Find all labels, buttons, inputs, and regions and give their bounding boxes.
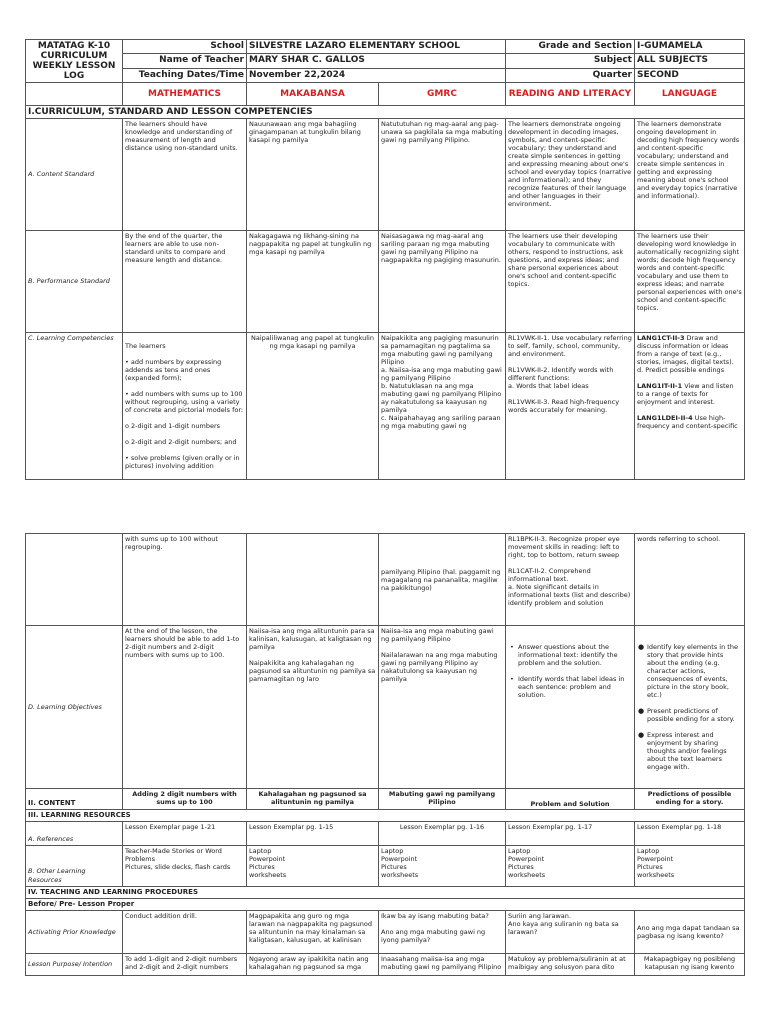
subject-header-reading: READING AND LITERACY bbox=[506, 83, 635, 106]
competencies-makabansa: Naipaliliwanag ang papel at tungkulin ng mga kasapi ng pamilya bbox=[247, 333, 379, 480]
references-math: Lesson Exemplar page 1-21 bbox=[123, 822, 247, 846]
competencies-math-item: • add numbers by expressing addends as tens and ones (expanded form); bbox=[125, 358, 222, 382]
competencies-gmrc: Naipakikita ang pagiging masunurin sa pamamagitan ng pagtalima sa mga mabuting gawi ng pamilyang Pilipino a. Naiisa-isa ang mga mabuting gawi ng pamilyang Pilipino b. Natutuklasan na ang mga mabuting gawi ng pamilyang Pilipino ay nakatutulong sa kaayusan ng pamilya c. Naipahahayag ang sariling paraan ng mga mabuting gawi ng bbox=[379, 333, 506, 480]
purpose-math: To add 1-digit and 2-digit numbers and 2-digit and 2-digit numbers bbox=[123, 954, 247, 976]
subject-header-gmrc: GMRC bbox=[379, 83, 506, 106]
grade-label: Grade and Section bbox=[506, 40, 635, 54]
other-resources-language: Laptop Powerpoint Pictures worksheets bbox=[635, 846, 745, 887]
subject-header-math: MATHEMATICS bbox=[123, 83, 247, 106]
competencies-math-item: o 2-digit and 1-digit numbers bbox=[125, 422, 221, 430]
continued-language: words referring to school. bbox=[635, 534, 745, 626]
content-math: Adding 2 digit numbers with sums up to 100 bbox=[123, 789, 247, 810]
content-standard-makabansa: Nauunawaan ang mga bahagiing ginagampanan at tungkulin bilang kasapi ng pamilya bbox=[247, 119, 379, 231]
content-reading: Problem and Solution bbox=[506, 789, 635, 810]
purpose-makabansa: Ngayong araw ay ipakikita natin ang kahalagahan ng pagsunod sa mga bbox=[247, 954, 379, 976]
row-label-competencies: C. Learning Competencies bbox=[26, 333, 123, 480]
continued-label-blank bbox=[26, 534, 123, 626]
quarter-value: SECOND bbox=[635, 68, 745, 82]
subject-value: ALL SUBJECTS bbox=[635, 54, 745, 68]
lang-text-1: Draw and discuss information or ideas from a range of text (e.g., stories, images, digital texts). d. Predict possible endings bbox=[637, 334, 734, 374]
competencies-reading: RL1VWK-II-1. Use vocabulary referring to self, family, school, community, and environment. RL1VWK-II-2. Identify words with different functions: a. Words that label ideas RL1VWK-II-3. Read high-frequency words accurately for meaning. bbox=[506, 333, 635, 480]
row-label-activating: Activating Prior Knowledge bbox=[26, 911, 123, 954]
row-label-other-resources: B. Other Learning Resources bbox=[26, 846, 123, 887]
grade-value: I-GUMAMELA bbox=[635, 40, 745, 54]
continued-math: with sums up to 100 without regrouping. bbox=[123, 534, 247, 626]
performance-standard-math: By the end of the quarter, the learners are able to use non-standard units to compare and measure length and distance. bbox=[123, 231, 247, 333]
section-before-lesson: Before/ Pre- Lesson Proper bbox=[26, 899, 745, 911]
continued-reading: RL1BPK-II-3. Recognize proper eye movement skills in reading: left to right, top to bottom, return sweep RL1CAT-II-2. Comprehend informational text. a. Note significant details in informational texts (list and describe) identify problem and solution bbox=[506, 534, 635, 626]
purpose-language: Makapagbigay ng posibleng katapusan ng isang kwento bbox=[635, 954, 745, 976]
content-language: Predictions of possible ending for a story. bbox=[635, 789, 745, 810]
content-standard-reading: The learners demonstrate ongoing development in decoding images, symbols, and content-specific vocabulary; they understand and create simple sentences in getting and expressing meaning about one's school and everyday topics (narrative and informational); and they recognize features of their language and other languages in their environment. bbox=[506, 119, 635, 231]
content-gmrc: Mabuting gawi ng pamilyang Pilipino bbox=[379, 789, 506, 810]
subject-label: Subject bbox=[506, 54, 635, 68]
performance-standard-language: The learners use their developing word knowledge in automatically recognizing sight words; decode high frequency words and content-specific vocabulary and use them to express ideas; and narrate personal experiences with one's school and content-specific topics. bbox=[635, 231, 745, 333]
dates-value: November 22,2024 bbox=[247, 68, 506, 82]
objectives-language bbox=[635, 626, 745, 789]
row-label-content: II. CONTENT bbox=[26, 789, 123, 810]
row-label-references: A. References bbox=[26, 822, 123, 846]
lesson-log-table-page-1 bbox=[25, 39, 745, 480]
school-label: School bbox=[123, 40, 247, 54]
competencies-math-intro: The learners bbox=[125, 342, 166, 350]
row-label-content-standard: A. Content Standard bbox=[26, 119, 123, 231]
section-procedures: IV. TEACHING AND LEARNING PROCEDURES bbox=[26, 887, 745, 899]
other-resources-makabansa: Laptop Powerpoint Pictures worksheets bbox=[247, 846, 379, 887]
activating-math: Conduct addition drill. bbox=[123, 911, 247, 954]
competencies-language bbox=[635, 333, 745, 480]
objectives-math: At the end of the lesson, the learners should be able to add 1-to 2-digit numbers and 2-digit numbers with sums up to 100. bbox=[123, 626, 247, 789]
competencies-math-item: • solve problems (given orally or in pictures) involving addition bbox=[125, 454, 240, 470]
dates-label: Teaching Dates/Time bbox=[123, 68, 247, 82]
quarter-label: Quarter bbox=[506, 68, 635, 82]
subject-header-makabansa: MAKABANSA bbox=[247, 83, 379, 106]
competencies-math bbox=[123, 333, 247, 480]
references-gmrc: Lesson Exemplar pg. 1-16 bbox=[379, 822, 506, 846]
continued-makabansa bbox=[247, 534, 379, 626]
lang-text-2: View and listen to a range of texts for enjoyment and interest. bbox=[637, 382, 734, 406]
purpose-gmrc: Inaasahang maiisa-isa ang mga mabuting gawi ng pamilyang Pilipino bbox=[379, 954, 506, 976]
objective-item: ● Express interest and enjoyment by sharing thoughts and/or feelings about the text learners engage with. bbox=[647, 731, 742, 771]
subject-header-language: LANGUAGE bbox=[635, 83, 745, 106]
row-label-purpose: Lesson Purpose/ Intention bbox=[26, 954, 123, 976]
objective-item: ● Identify key elements in the story that provide hints about the ending (e.g. character actions, consequences of events, picture in the story book, etc.) bbox=[647, 643, 742, 699]
objective-item: • Identify words that label ideas in each sentence: problem and solution. bbox=[518, 675, 632, 699]
objectives-gmrc: Naiisa-isa ang mga mabuting gawi ng pamilyang Pilipino Nailalarawan na ang mga mabuting gawi ng pamilyang Pilipino ay nakatutulong sa kaayusan ng pamilya bbox=[379, 626, 506, 789]
content-standard-gmrc: Natututuhan ng mag-aaral ang pag-unawa sa pagkilala sa mga mabuting gawi ng pamilyang Pilipino. bbox=[379, 119, 506, 231]
lang-code-3: LANG1LDEI-II-4 bbox=[637, 414, 693, 422]
activating-makabansa: Magpapakita ang guro ng mga larawan na nagpapakita ng pagsunod sa alituntunin na may kinalaman sa kaligtasan, kalusugan, at kalinisan bbox=[247, 911, 379, 954]
other-resources-math: Teacher-Made Stories or Word Problems Pictures, slide decks, flash cards bbox=[123, 846, 247, 887]
competencies-math-item: o 2-digit and 2-digit numbers; and bbox=[125, 438, 237, 446]
log-title: MATATAG K-10 CURRICULUM WEEKLY LESSON LOG bbox=[26, 40, 123, 83]
lesson-log-table-page-2 bbox=[25, 533, 745, 976]
content-standard-math: The learners should have knowledge and understanding of measurement of length and distance using non-standard units. bbox=[123, 119, 247, 231]
activating-gmrc: Ikaw ba ay isang mabuting bata? Ano ang mga mabuting gawi ng iyong pamilya? bbox=[379, 911, 506, 954]
lang-code-1: LANG1CT-II-3 bbox=[637, 334, 685, 342]
content-makabansa: Kahalagahan ng pagsunod sa alituntunin ng pamilya bbox=[247, 789, 379, 810]
performance-standard-reading: The learners use their developing vocabulary to communicate with others, respond to instructions, ask questions, and express ideas; and share personal experiences about one's school and content-specific topics. bbox=[506, 231, 635, 333]
subject-header-blank bbox=[26, 83, 123, 106]
content-standard-language: The learners demonstrate ongoing development in decoding high frequency words and content-specific vocabulary; understand and create simple sentences in getting and expressing meaning about one's school and everyday topics (narrative and informational). bbox=[635, 119, 745, 231]
section-learning-resources: III. LEARNING RESOURCES bbox=[26, 810, 745, 822]
lang-code-2: LANG1IT-II-1 bbox=[637, 382, 683, 390]
purpose-reading: Matukoy ay problema/suliranin at at maibigay ang solusyon para dito bbox=[506, 954, 635, 976]
competencies-math-item: • add numbers with sums up to 100 without regrouping, using a variety of concrete and pictorial models for: bbox=[125, 390, 244, 414]
activating-reading: Suriin ang larawan. Ano kaya ang suliranin ng bata sa larawan? bbox=[506, 911, 635, 954]
objective-item: • Answer questions about the informational text: identify the problem and the solution. bbox=[518, 643, 632, 667]
objectives-makabansa: Naiisa-isa ang mga alituntunin para sa kalinisan, kalusugan, at kaligtasan ng pamilya Naipakikita ang kahalagahan ng pagsunod sa alituntunin ng pamilya sa pamamagitan ng laro bbox=[247, 626, 379, 789]
references-language: Lesson Exemplar pg. 1-18 bbox=[635, 822, 745, 846]
references-reading: Lesson Exemplar pg. 1-17 bbox=[506, 822, 635, 846]
row-label-performance-standard: B. Performance Standard bbox=[26, 231, 123, 333]
performance-standard-gmrc: Naisasagawa ng mag-aaral ang sariling paraan ng mga mabuting gawi ng pamilyang Pilipino na nagpapakita ng pagiging masunurin. bbox=[379, 231, 506, 333]
section-curriculum: I.CURRICULUM, STANDARD AND LESSON COMPETENCIES bbox=[26, 106, 745, 119]
other-resources-gmrc: Laptop Powerpoint Pictures worksheets bbox=[379, 846, 506, 887]
continued-gmrc: pamilyang Pilipino (hal. paggamit ng magagalang na pananalita, magiliw na pakikitungo) bbox=[379, 534, 506, 626]
teacher-label: Name of Teacher bbox=[123, 54, 247, 68]
performance-standard-makabansa: Nakagagawa ng likhang-sining na nagpapakita ng papel at tungkulin ng mga kasapi ng pamilya bbox=[247, 231, 379, 333]
activating-language: Ano ang mga dapat tandaan sa pagbasa ng isang kwento? bbox=[635, 911, 745, 954]
lang-text-3: Use high-frequency and content-specific bbox=[637, 414, 738, 430]
references-makabansa: Lesson Exemplar pg. 1-15 bbox=[247, 822, 379, 846]
teacher-value: MARY SHAR C. GALLOS bbox=[247, 54, 506, 68]
other-resources-reading: Laptop Powerpoint Pictures worksheets bbox=[506, 846, 635, 887]
objectives-reading bbox=[506, 626, 635, 789]
objective-item: ● Present predictions of possible ending for a story. bbox=[647, 707, 742, 723]
row-label-objectives: D. Learning Objectives bbox=[26, 626, 123, 789]
school-value: SILVESTRE LAZARO ELEMENTARY SCHOOL bbox=[247, 40, 506, 54]
